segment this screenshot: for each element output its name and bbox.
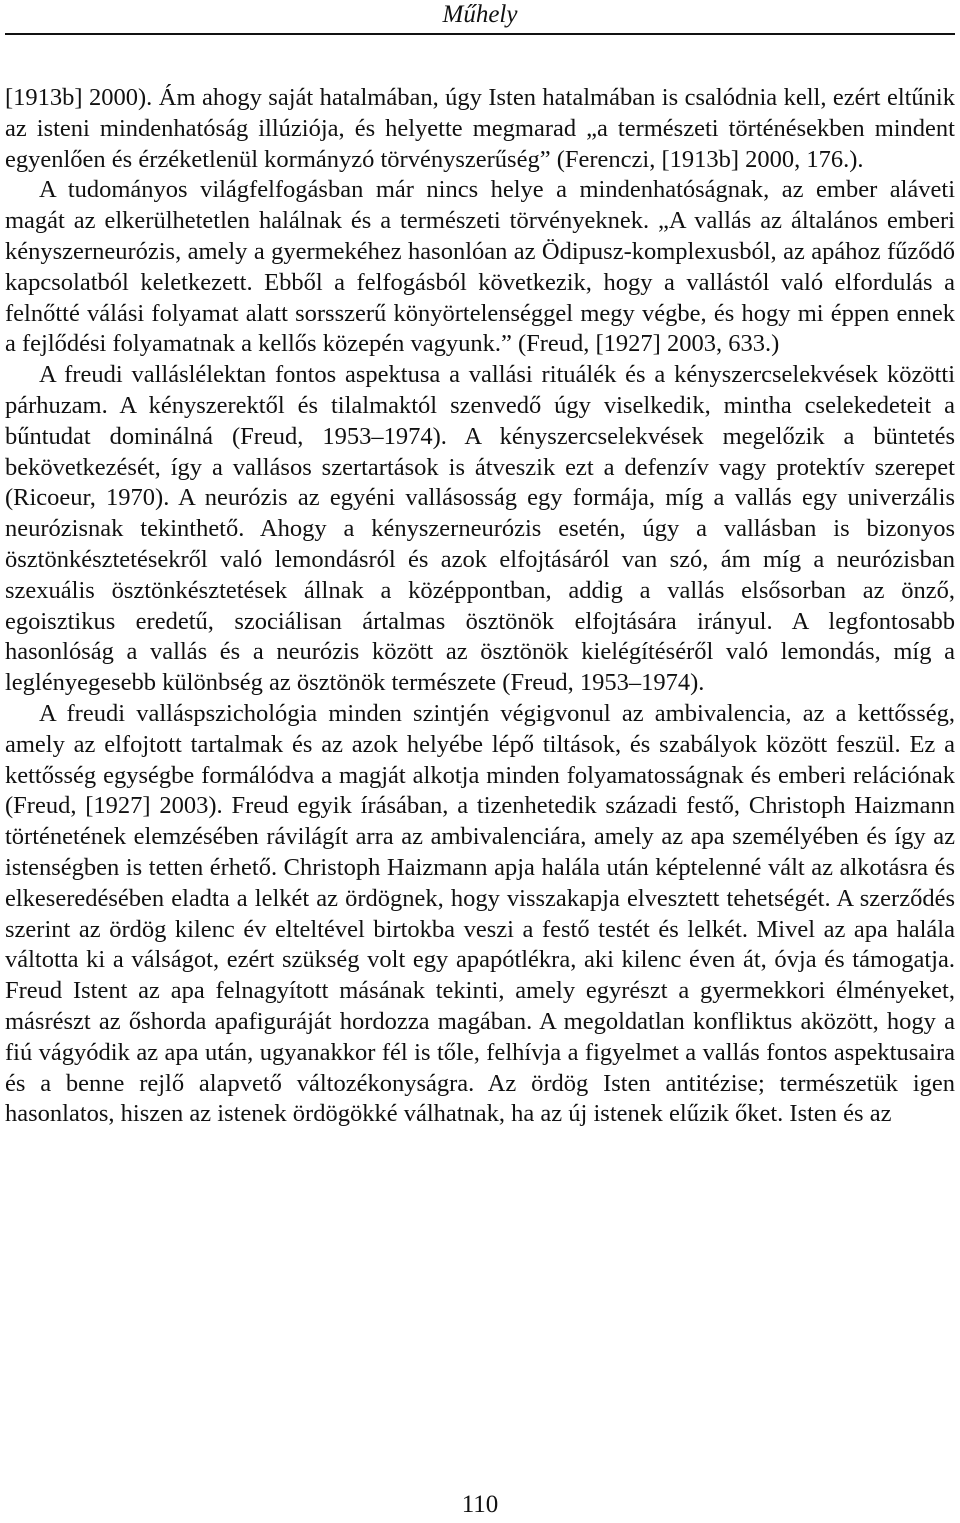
page-number: 110	[461, 1491, 499, 1518]
section-title: Műhely	[442, 1, 518, 28]
paragraph: A freudi valláslélektan fontos aspektusa a vallási rituálék és a kényszercselekvések közötti párhuzam. A kényszerektől és tilalmaktól szenvedő úgy viselkedik, mintha cselekedeteit a bűntudat dominálná (Freud, 1953–1974). A kényszercselekvések megelőzik a büntetés bekövetkezését, így a vallásos szertartások is átveszik ezt a defenzív vagy protektív szerepet (Ricoeur, 1970). A neurózis az egyéni vallásosság egy formája, míg a vallás egy univerzális neurózisnak tekinthető. Ahogy a kényszerneurózis esetén, úgy a vallásban is bizonyos ösztönkésztetésekről való lemondásról és azok elfojtásáról van szó, ám míg a neurózisban szexuális ösztönkésztetések állnak a középpontban, addig a vallás elsősorban az önző, egoisztikus eredetű, szociálisan ártalmas ösztönök elfojtására irányul. A legfontosabb hasonlóság a vallás és a neurózis között az ösztönök kielégítéséről való lemondás, míg a leglényegesebb különbség az ösztönök természete (Freud, 1953–1974).	[5, 361, 955, 697]
article-body	[5, 83, 955, 1130]
running-header	[0, 0, 960, 34]
paragraph: A tudományos világfelfogásban már nincs helye a mindenhatóságnak, az ember aláveti magát az elkerülhetetlen halálnak és a természeti törvényeknek. „A vallás az általános emberi kényszerneurózis, amely a gyermekéhez hasonlóan az Ödipusz-komplexusból, az apához fűződő kapcsolatból keletkezett. Ebből a felfogásból következik, hogy a vallástól való elfordulás a felnőtté válási folyamat alatt sorsszerű könyörtelenséggel megy végbe, és hogy mi éppen ennek a fejlődési folyamatnak a kellős közepén vagyunk.” (Freud, [1927] 2003, 633.)	[5, 176, 955, 358]
header-divider	[5, 33, 955, 35]
paragraph: [1913b] 2000). Ám ahogy saját hatalmában, úgy Isten hatalmában is csalódnia kell, ezért eltűnik az isteni mindenhatóság illúziója, és helyette megmarad „a természeti történésekben mindent egyenlően és érzéketlenül kormányzó törvényszerűség” (Ferenczi, [1913b] 2000, 176.).	[5, 84, 955, 173]
paragraph: A freudi valláspszichológia minden szintjén végigvonul az ambivalencia, az a kettősség, amely az elfojtott tartalmak és az azok helyébe lépő tiltások, és szabályok között feszül. Ez a kettősség egységbe formálódva a magját alkotja minden folyamatosságnak és emberi relációnak (Freud, [1927] 2003). Freud egyik írásában, a tizenhetedik századi festő, Christoph Haizmann történetének elemzésében rávilágít arra az ambivalenciára, amely az apa személyében és így az istenségben is tetten érhető. Christoph Haizmann apja halála után képtelenné vált az alkotásra és elkeseredésében eladta a lelkét az ördögnek, hogy visszakapja elvesztett tehetségét. A szerződés szerint az ördög kilenc év elteltével birtokba veszi a festő testét és lelkét. Mivel az apa halála váltotta ki a válságot, ezért szükség volt egy apapótlékra, aki kilenc éven át, óvja és támogatja. Freud Istent az apa felnagyított másának tekinti, amely egyrészt a gyermekkori élményeket, másrészt az őshorda apafiguráját hordozza magában. A megoldatlan konfliktus aközött, hogy a fiú vágyódik az apa után, ugyanakkor fél is tőle, felhívja a figyelmet a vallás fontos aspektusaira és a benne rejlő alapvető változékonyságra. Az ördög Isten antitézise; természetük igen hasonlatos, hiszen az istenek ördögökké válhatnak, ha az új istenek elűzik őket. Isten és az	[5, 699, 955, 1128]
